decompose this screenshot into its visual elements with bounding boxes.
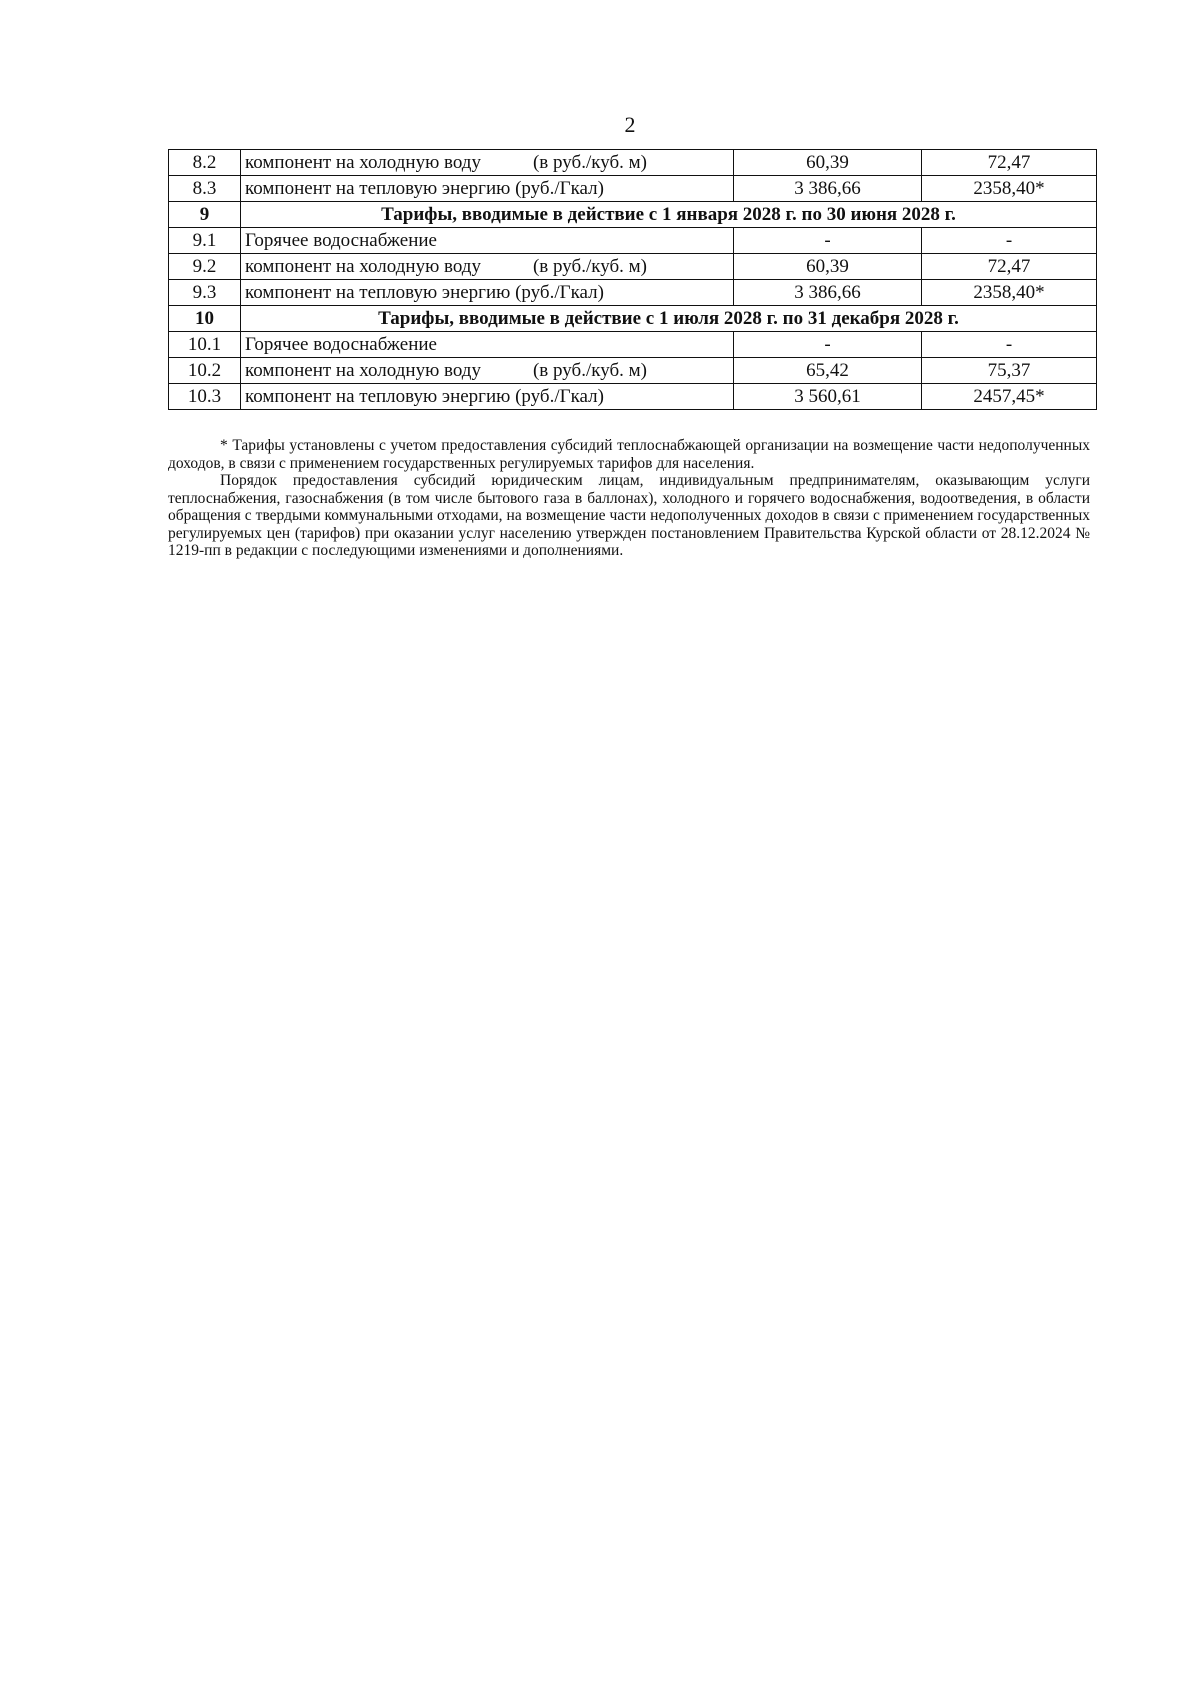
table-row — [169, 176, 1097, 202]
row-unit: (в руб./куб. м) — [532, 152, 647, 173]
page-number: 2 — [624, 112, 636, 137]
notes-block — [168, 437, 1090, 560]
tariff-value-col1: 3 386,66 — [734, 280, 922, 306]
row-number: 9.2 — [169, 254, 241, 280]
table-row — [169, 358, 1097, 384]
row-unit: (в руб./куб. м) — [532, 360, 647, 381]
section-number: 9 — [169, 202, 241, 228]
row-number: 9.1 — [169, 228, 241, 254]
table-row — [169, 384, 1097, 410]
table-row — [169, 254, 1097, 280]
table-row — [169, 228, 1097, 254]
tariff-value-col1: - — [734, 228, 922, 254]
tariff-value-col2: 2457,45* — [922, 384, 1097, 410]
row-label — [241, 150, 734, 176]
section-number: 10 — [169, 306, 241, 332]
row-number: 10.3 — [169, 384, 241, 410]
row-label-text: компонент на тепловую энергию (руб./Гкал) — [245, 178, 604, 199]
row-label-text: компонент на холодную воду — [245, 152, 481, 173]
row-label — [241, 332, 734, 358]
row-label — [241, 176, 734, 202]
footnote-text: * Тарифы установлены с учетом предоставления субсидий теплоснабжающей организации на возмещение части недополученных доходов, в связи с применением государственных регулируемых тарифов для населения. — [168, 437, 1090, 472]
table-row — [169, 332, 1097, 358]
subsidy-procedure-text: Порядок предоставления субсидий юридическим лицам, индивидуальным предпринимателям, оказывающим услуги теплоснабжения, газоснабжения (в том числе бытового газа в баллонах), холодного и горячего водоснабжения, водоотведения, в области обращения с твердыми коммунальными отходами, на возмещение части недополученных доходов в связи с применением государственных регулируемых цен (тарифов) при оказании услуг населению утвержден постановлением Правительства Курской области от 28.12.2024 № 1219-пп в редакции с последующими изменениями и дополнениями. — [168, 472, 1090, 559]
row-label-text: Горячее водоснабжение — [245, 230, 437, 251]
row-label — [241, 254, 734, 280]
row-label-text: Горячее водоснабжение — [245, 334, 437, 355]
row-label — [241, 280, 734, 306]
tariff-value-col2: - — [922, 332, 1097, 358]
table-section-row — [169, 202, 1097, 228]
tariff-value-col1: 3 386,66 — [734, 176, 922, 202]
tariff-value-col2: 2358,40* — [922, 176, 1097, 202]
row-number: 10.1 — [169, 332, 241, 358]
row-label-text: компонент на холодную воду — [245, 360, 481, 381]
tariff-value-col2: 72,47 — [922, 150, 1097, 176]
row-number: 9.3 — [169, 280, 241, 306]
row-number: 8.3 — [169, 176, 241, 202]
row-label — [241, 358, 734, 384]
tariff-value-col2: - — [922, 228, 1097, 254]
row-label-text: компонент на тепловую энергию (руб./Гкал) — [245, 386, 604, 407]
row-number: 10.2 — [169, 358, 241, 384]
row-number: 8.2 — [169, 150, 241, 176]
tariff-value-col2: 72,47 — [922, 254, 1097, 280]
section-title: Тарифы, вводимые в действие с 1 июля 2028 г. по 31 декабря 2028 г. — [241, 306, 1097, 332]
tariff-value-col1: 65,42 — [734, 358, 922, 384]
row-label — [241, 384, 734, 410]
section-title: Тарифы, вводимые в действие с 1 января 2028 г. по 30 июня 2028 г. — [241, 202, 1097, 228]
row-unit: (в руб./куб. м) — [532, 256, 647, 277]
tariff-value-col2: 75,37 — [922, 358, 1097, 384]
tariff-value-col1: 60,39 — [734, 254, 922, 280]
table-section-row — [169, 306, 1097, 332]
row-label-text: компонент на тепловую энергию (руб./Гкал) — [245, 282, 604, 303]
tariff-value-col1: 3 560,61 — [734, 384, 922, 410]
table-row — [169, 150, 1097, 176]
tariff-value-col1: 60,39 — [734, 150, 922, 176]
tariff-table — [168, 149, 1097, 410]
tariff-value-col2: 2358,40* — [922, 280, 1097, 306]
row-label-text: компонент на холодную воду — [245, 256, 481, 277]
tariff-value-col1: - — [734, 332, 922, 358]
table-row — [169, 280, 1097, 306]
row-label — [241, 228, 734, 254]
